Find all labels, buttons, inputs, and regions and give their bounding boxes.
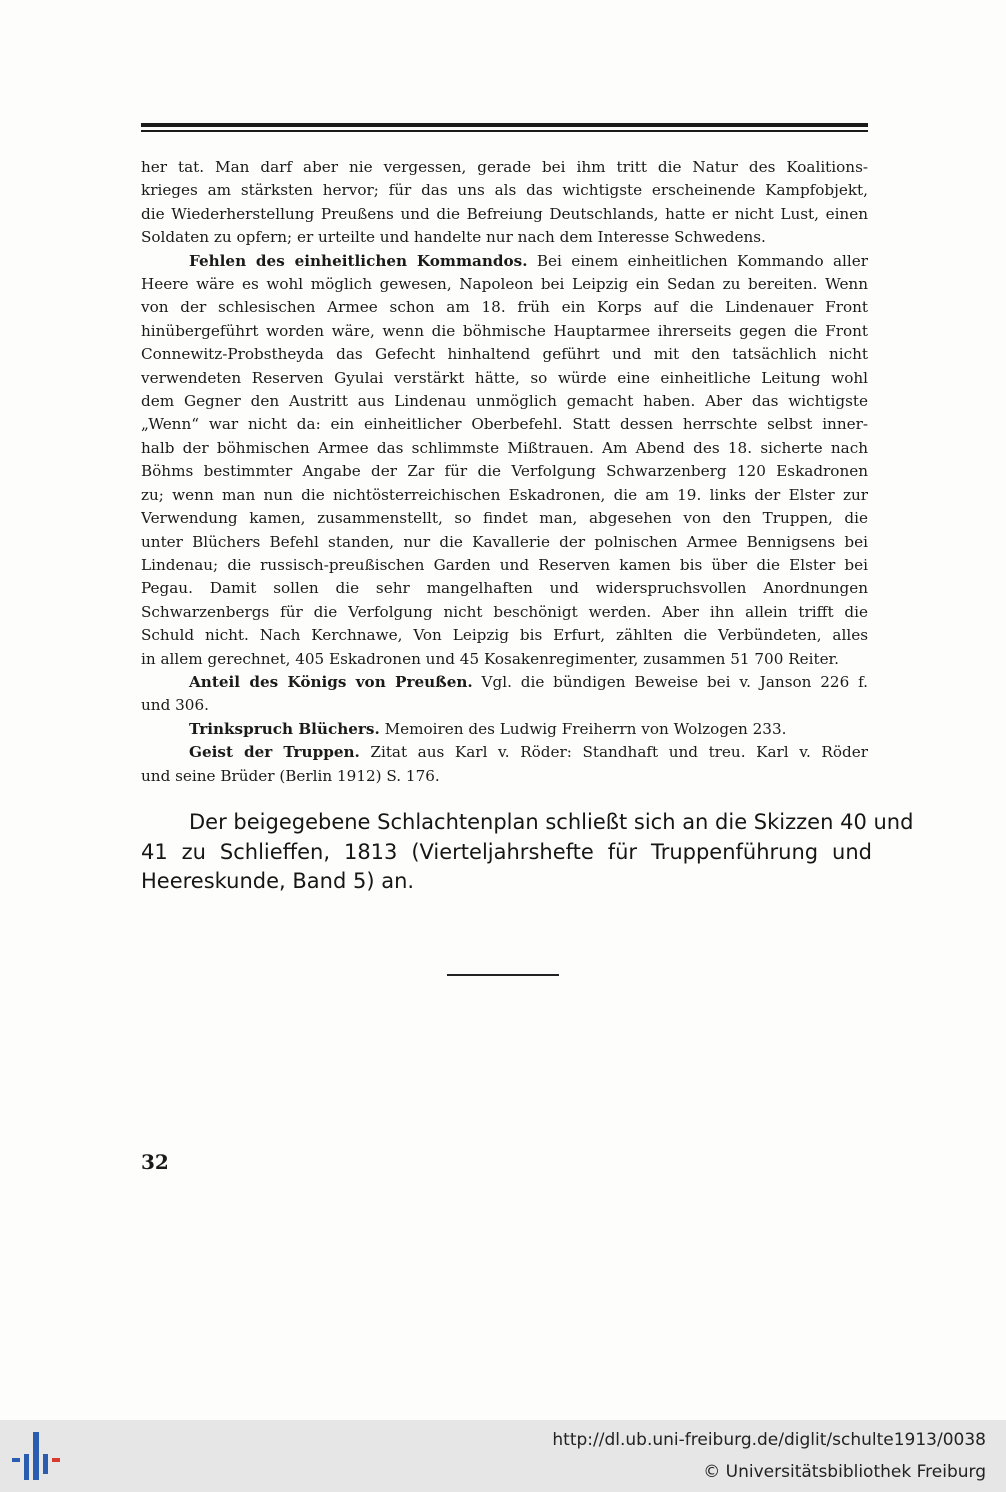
section-heading: Trinkspruch Blüchers. [189,719,380,738]
text-run: Memoiren des Ludwig Freiherrn von Wolzogen 233. [384,719,787,738]
text-line: Heere wäre es wohl möglich gewesen, Napoleon bei Leipzig ein Sedan zu bereiten. Wenn [141,275,868,294]
text-run: Zitat aus Karl v. Röder: Standhaft und treu. Karl v. Röder [370,743,868,762]
text-line: die Wiederherstellung Preußens und die Befreiung Deutschlands, hatte er nicht Lust, einen [141,204,868,223]
copyright-notice: © Universitätsbibliothek Freiburg [703,1462,986,1482]
paragraph-anteil-koenig [141,671,868,718]
text-line [141,250,868,273]
text-line: Connewitz-Probstheyda das Gefecht hinhaltend geführt und mit den tatsächlich nicht [141,345,868,364]
paragraph-trinkspruch [141,718,868,741]
text-line: hinübergeführt worden wäre, wenn die böhmische Hauptarmee ihrerseits gegen die Front [141,321,868,340]
text-line: in allem gerechnet, 405 Eskadronen und 45 Kosakenregimenter, zusammen 51 700 Reiter. [141,649,839,668]
text-line [141,671,868,694]
text-line: Der beigegebene Schlachtenplan schließt sich an die Skizzen 40 und [189,810,914,834]
text-line: halb der böhmischen Armee das schlimmste Mißtrauen. Am Abend des 18. sicherte nach [141,438,868,457]
text-line: dem Gegner den Austritt aus Lindenau unmöglich gemacht haben. Aber das wichtigste [141,392,868,411]
text-line: her tat. Man darf aber nie vergessen, gerade bei ihm tritt die Natur des Koalitions- [141,158,868,176]
text-line: und 306. [141,696,209,715]
paragraph-fehlen-kommando [141,250,868,671]
text-line: und seine Brüder (Berlin 1912) S. 176. [141,766,440,785]
text-line: verwendeten Reserven Gyulai verstärkt hätte, so würde eine einheitliche Leitung wohl [141,368,868,387]
text-line: von der schlesischen Armee schon am 18. früh ein Korps auf die Lindenauer Front [141,298,868,317]
text-run: Bei einem einheitlichen Kommando aller [536,251,868,270]
text-run: Vgl. die bündigen Beweise bei v. Janson 226 f. [481,672,868,691]
text-line: „Wenn“ war nicht da: ein einheitlicher Oberbefehl. Statt dessen herrschte selbst inner- [141,415,868,434]
section-heading: Fehlen des einheitlichen Kommandos. [189,251,528,270]
paragraph-koalitionskrieg [141,156,868,250]
viewer-footer [0,1420,1006,1492]
text-line: krieges am stärksten hervor; für das uns als das wichtigste erscheinende Kampfobjekt, [141,181,868,200]
text-line: Schuld nicht. Nach Kerchnawe, Von Leipzig bis Erfurt, zählten die Verbündeten, alles [141,626,868,645]
paragraph-geist-truppen [141,741,868,788]
text-line: Schwarzenbergs für die Verfolgung nicht beschönigt werden. Aber ihn allein trifft die [141,602,868,621]
text-line: Heereskunde, Band 5) an. [141,869,415,893]
top-double-rule [141,123,868,132]
end-rule [447,974,559,976]
page-number: 32 [141,1150,169,1174]
text-line: Soldaten zu opfern; er urteilte und handelte nur nach dem Interesse Schwedens. [141,228,766,247]
text-line [141,718,868,741]
text-line: 41 zu Schlieffen, 1813 (Vierteljahrshefte für Truppenführung und [141,839,872,864]
battle-plan-notice [141,808,914,897]
section-heading: Geist der Truppen. [189,743,360,762]
text-line: Böhms bestimmter Angabe der Zar für die Verfolgung Schwarzenberg 120 Eskadronen [141,462,868,481]
text-line: unter Blüchers Befehl standen, nur die Kavallerie der polnischen Armee Bennigsens bei [141,532,868,551]
text-line: zu; wenn man nun die nichtösterreichischen Eskadronen, die am 19. links der Elster zur [141,485,868,504]
body-text [141,156,868,788]
text-line: Pegau. Damit sollen die sehr mangelhaften und widerspruchsvollen Anordnungen [141,579,868,598]
text-line [141,741,868,764]
text-line: Lindenau; die russisch-preußischen Garden und Reserven kamen bis über die Elster bei [141,555,868,574]
permalink-url[interactable]: http://dl.ub.uni-freiburg.de/diglit/schulte1913/0038 [552,1430,986,1450]
ub-freiburg-logo-icon[interactable] [10,1430,68,1482]
section-heading: Anteil des Königs von Preußen. [189,672,473,691]
text-line: Verwendung kamen, zusammenstellt, so findet man, abgesehen von den Truppen, die [141,509,868,528]
